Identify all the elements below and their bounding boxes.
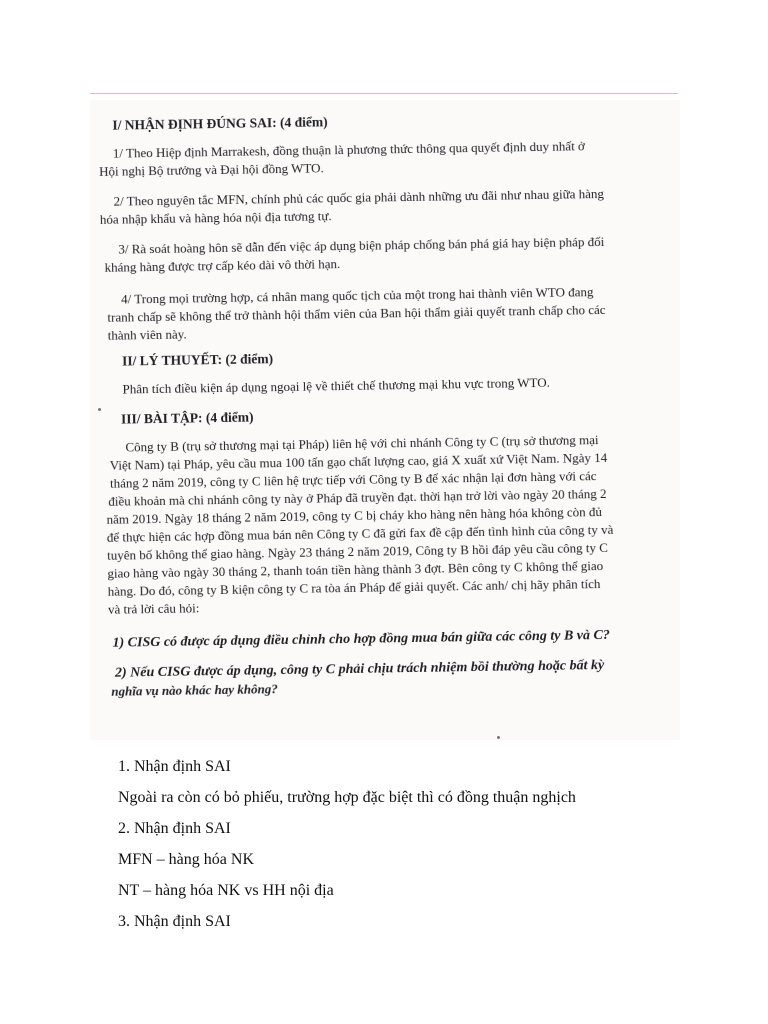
answer-1-verdict: 1. Nhận định SAI bbox=[118, 758, 231, 775]
top-divider bbox=[90, 93, 678, 94]
answer-3-verdict: 3. Nhận định SAI bbox=[118, 913, 231, 930]
exercise-line-6: để thực hiện các hợp đồng mua bán nên Công ty C đã gửi fax đề cập đến tình hình của công ty và bbox=[106, 521, 614, 545]
exercise-line-1: Công ty B (trụ sở thương mại tại Pháp) liên hệ với chi nhánh Công ty C (trụ sở thương mại bbox=[125, 432, 599, 455]
exercise-line-5: năm 2019. Ngày 18 tháng 2 năm 2019, công ty C bị cháy kho hàng nên hàng hóa không còn đủ bbox=[106, 504, 603, 527]
exercise-line-4: điều khoản mà chi nhánh công ty này ở Pháp đã truyền đạt. thời hạn trở lời vào ngày 20 tháng 2 bbox=[108, 485, 607, 509]
statement-1-line-2: Hội nghị Bộ trưởng và Đại hội đồng WTO. bbox=[99, 160, 324, 179]
statement-3-line-1: 3/ Rà soát hoàng hôn sẽ dẫn đến việc áp dụng biện pháp chống bán phá giá hay biện pháp đối bbox=[118, 233, 605, 257]
answer-2-verdict: 2. Nhận định SAI bbox=[118, 820, 231, 837]
answer-2-mfn-note: MFN – hàng hóa NK bbox=[118, 851, 254, 868]
exercise-line-8: giao hàng vào ngày 30 tháng 2, thanh toán tiền hàng thành 3 đợt. Bên công ty C không thể giao bbox=[107, 557, 604, 581]
exercise-line-7: tuyên bố không thể giao hàng. Ngày 23 tháng 2 năm 2019, Công ty B hồi đáp yêu cầu công ty C bbox=[107, 539, 609, 563]
scanned-exam-text bbox=[90, 100, 680, 740]
section-1-heading: I/ NHẬN ĐỊNH ĐÚNG SAI: (4 điểm) bbox=[112, 114, 328, 133]
scan-speck bbox=[497, 736, 500, 739]
exercise-question-2-line-2: nghĩa vụ nào khác hay không? bbox=[111, 681, 278, 699]
scan-speck bbox=[98, 408, 101, 411]
statement-3-line-2: kháng hàng được trợ cấp kéo dài vô thời hạn. bbox=[104, 256, 341, 275]
statement-2-line-1: 2/ Theo nguyên tắc MFN, chính phủ các quốc gia phải dành những ưu đãi như nhau giữa hàng bbox=[113, 185, 605, 209]
statement-4-line-3: thành viên này. bbox=[107, 326, 187, 343]
statement-4-line-1: 4/ Trong mọi trường hợp, cá nhân mang quốc tịch của một trong hai thành viên WTO đang bbox=[121, 284, 594, 307]
exercise-line-3: tháng 2 năm 2019, công ty C liên hệ trực tiếp với Công ty B để xác nhận lại đơn hàng với các bbox=[109, 468, 597, 491]
exercise-line-9: hàng. Do đó, công ty B kiện công ty C ra tòa án Pháp để giải quyết. Các anh/ chị hãy phân tích bbox=[107, 576, 601, 599]
theory-question: Phân tích điều kiện áp dụng ngoại lệ về thiết chế thương mại khu vực trong WTO. bbox=[122, 374, 550, 397]
section-2-heading: II/ LÝ THUYẾT: (2 điểm) bbox=[121, 351, 274, 369]
statement-1-line-1: 1/ Theo Hiệp định Marrakesh, đồng thuận là phương thức thông qua quyết định duy nhất ở bbox=[112, 138, 585, 161]
exercise-line-2: Việt Nam) tại Pháp, yêu cầu mua 100 tấn gạo chất lượng cao, giá X xuất xứ Việt Nam. Ngày 14 bbox=[109, 449, 608, 473]
exercise-question-1: 1) CISG có được áp dụng điều chỉnh cho hợp đồng mua bán giữa các công ty B và C? bbox=[112, 627, 610, 651]
exercise-question-2-line-1: 2) Nếu CISG được áp dụng, công ty C phải chịu trách nhiệm bồi thường hoặc bất kỳ bbox=[114, 657, 605, 681]
exercise-line-10: và trả lời câu hỏi: bbox=[107, 600, 200, 617]
statement-4-line-2: tranh chấp sẽ không thể trở thành hội thẩm viên của Ban hội thẩm giải quyết tranh chấp cho các bbox=[107, 301, 606, 325]
statement-2-line-2: hóa nhập khẩu và hàng hóa nội địa tương tự. bbox=[99, 208, 332, 227]
scanned-exam-image bbox=[90, 100, 680, 740]
section-3-heading: III/ BÀI TẬP: (4 điểm) bbox=[120, 409, 254, 427]
answer-2-nt-note: NT – hàng hóa NK vs HH nội địa bbox=[118, 882, 334, 899]
answer-1-explanation: Ngoài ra còn có bỏ phiếu, trường hợp đặc biệt thì có đồng thuận nghịch bbox=[118, 789, 576, 806]
